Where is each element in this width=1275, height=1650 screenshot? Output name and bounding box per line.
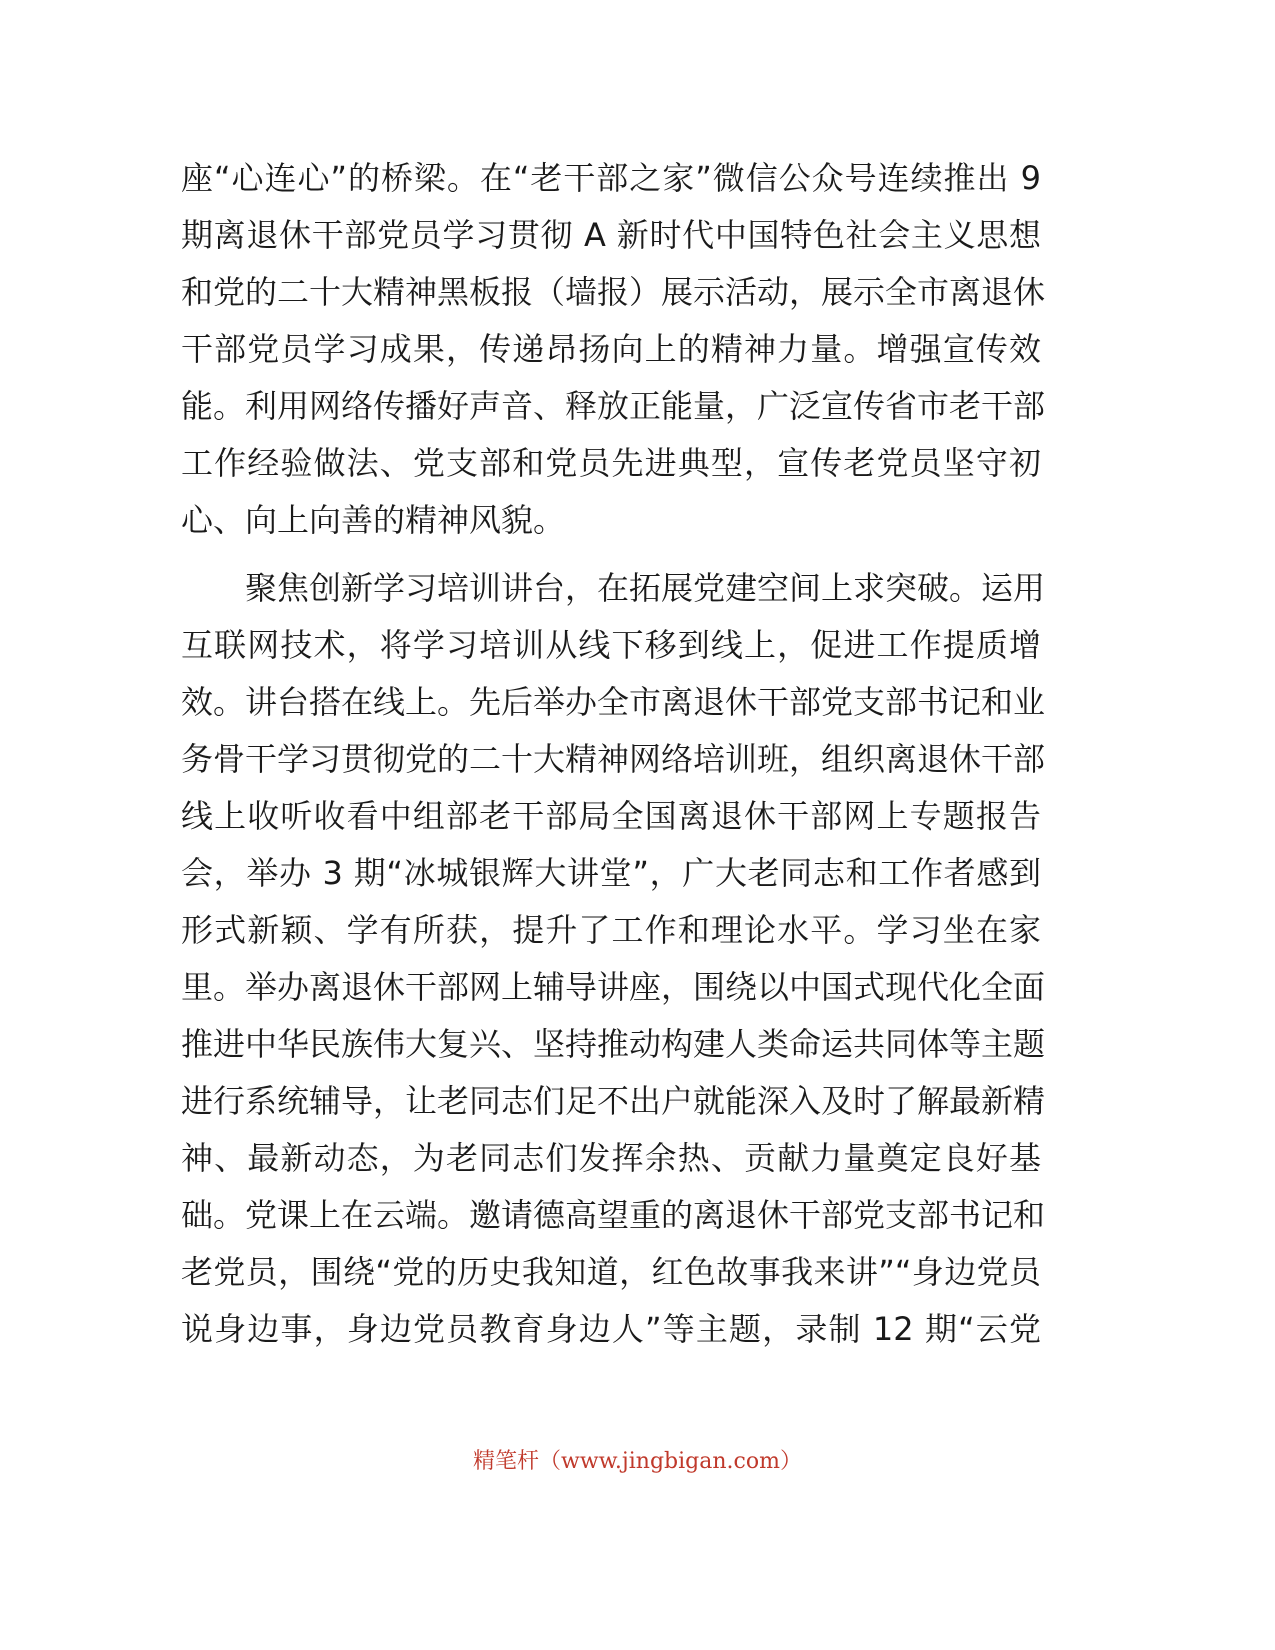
- text-line: 心、向上向善的精神风貌。: [181, 501, 566, 539]
- paragraph-gap: [181, 549, 1041, 560]
- text-line: 形式新颖、学有所获，提升了工作和理论水平。学习坐在家: [181, 911, 1041, 949]
- text-line: 神、最新动态，为老同志们发挥余热、贡献力量奠定良好基: [181, 1139, 1041, 1177]
- text-line: 说身边事，身边党员教育身边人”等主题，录制 12 期“云党: [181, 1310, 1041, 1348]
- text-line: 干部党员学习成果，传递昂扬向上的精神力量。增强宣传效: [181, 330, 1041, 368]
- text-line: 座“心连心”的桥梁。在“老干部之家”微信公众号连续推出 9: [181, 159, 1041, 197]
- paragraph-2: [181, 560, 1046, 1415]
- text-line: 务骨干学习贯彻党的二十大精神网络培训班，组织离退休干部: [181, 740, 1046, 778]
- footer-watermark: 精笔杆（www.jingbigan.com）: [473, 1449, 802, 1474]
- text-line: 能。利用网络传播好声音、释放正能量，广泛宣传省市老干部: [181, 387, 1046, 425]
- text-line: 推进中华民族伟大复兴、坚持推动构建人类命运共同体等主题: [181, 1025, 1046, 1063]
- text-line: [181, 1358, 1041, 1415]
- text-line: 工作经验做法、党支部和党员先进典型，宣传老党员坚守初: [181, 444, 1041, 482]
- text-line: 老党员，围绕“党的历史我知道，红色故事我来讲”“身边党员: [181, 1253, 1041, 1291]
- text-line: 会，举办 3 期“冰城银辉大讲堂”，广大老同志和工作者感到: [181, 854, 1041, 892]
- text-line: 互联网技术，将学习培训从线下移到线上，促进工作提质增: [181, 626, 1041, 664]
- text-line: 和党的二十大精神黑板报（墙报）展示活动，展示全市离退休: [181, 273, 1046, 311]
- paragraph-1: [181, 150, 1046, 549]
- text-line: 效。讲台搭在线上。先后举办全市离退休干部党支部书记和业: [181, 683, 1046, 721]
- text-line: 础。党课上在云端。邀请德高望重的离退休干部党支部书记和: [181, 1196, 1046, 1234]
- text-line: 进行系统辅导，让老同志们足不出户就能深入及时了解最新精: [181, 1082, 1046, 1120]
- document-body: [181, 150, 1046, 1415]
- text-line: 聚焦创新学习培训讲台，在拓展党建空间上求突破。运用: [245, 569, 1046, 607]
- text-line: 里。举办离退休干部网上辅导讲座，围绕以中国式现代化全面: [181, 968, 1046, 1006]
- text-line: 线上收听收看中组部老干部局全国离退休干部网上专题报告: [181, 797, 1041, 835]
- text-line: 期离退休干部党员学习贯彻 A 新时代中国特色社会主义思想: [181, 216, 1041, 254]
